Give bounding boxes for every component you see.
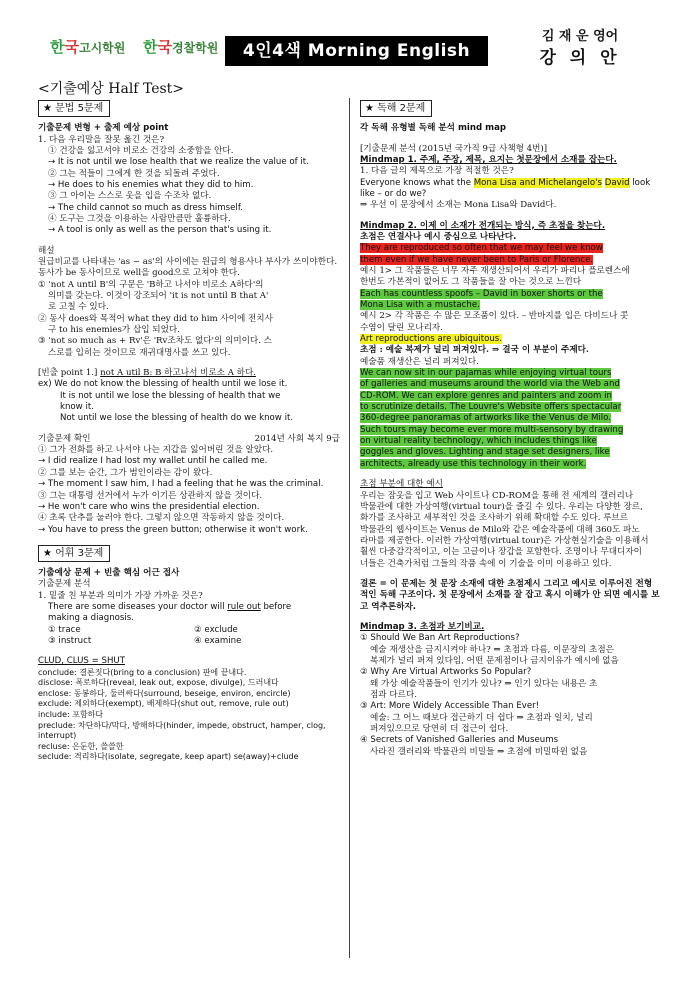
- word-entry: enclose: 동봉하다, 둘러싸다(surround, beseige, environ, encircle): [38, 688, 291, 698]
- explanation: ① 'not A until B'의 구문은 'B하고 나서야 비로소 A하다'의: [38, 279, 264, 290]
- option: ① 그가 전화를 하고 나서야 나는 지갑을 잃어버린 것을 알았다.: [38, 445, 274, 456]
- choice: ③ Art: More Widely Accessible Than Ever!: [360, 701, 540, 712]
- choice: ② Why Are Virtual Artworks So Popular?: [360, 667, 532, 678]
- example-title: 초점 부분에 대한 예시: [360, 479, 443, 490]
- explanation: 구 to his enemies가 삽입 되었다.: [48, 325, 180, 336]
- mindmap-3-label: Mindmap 3. 초점과 보기비교.: [360, 621, 485, 632]
- logo-mark-2: 국: [64, 38, 79, 56]
- point-text: not A util B: B 하고나서 비로소 A 하다.: [100, 368, 257, 379]
- word-entry: preclude: 차단하다/막다, 방해하다(hinder, impede, obstruct, hamper, clog, interrupt): [38, 720, 326, 741]
- choice-note: 예술 재생산을 금지시켜야 하나? ⇒ 초점과 다름, 이문장의 초점은: [370, 644, 614, 655]
- option-english: → I did realize I had lost my wallet until he called me.: [38, 456, 268, 467]
- highlight-green: on virtual reality technology, which includes things like: [360, 436, 597, 447]
- translation-line: 박물관에 대한 가상여행(virtual tour)을 즐길 수 있다. 우리는 다양한 장르,: [360, 501, 643, 512]
- choice-note: 왜 가상 예술작품들이 인기가 있나? ⇒ 인기 있다는 내용은 초: [370, 678, 598, 689]
- option-english: → He does to his enemies what they did to him.: [48, 179, 254, 190]
- option: ③ 그 아이는 스스로 옷을 입을 수조차 없다.: [48, 191, 212, 202]
- sentence-part: look like – or do we?: [360, 177, 651, 199]
- example-note: 예시 2> 각 작품은 수 많은 모조품이 있다. – 반바지를 입은 다비드나 콧: [360, 311, 629, 322]
- passage-yellow: [360, 334, 660, 345]
- highlight-green: Such tours may become ever more multi-sensory by drawing: [360, 424, 624, 435]
- logo-text: 경찰학원: [172, 41, 219, 55]
- translation-line: 화가를 조사하고 세부적인 것을 조사하기 위해 확대할 수도 있다. 루브르: [360, 513, 629, 524]
- highlight-green: Mona Lisa with a mustache.: [360, 300, 480, 310]
- hanguk-police-logo: [143, 38, 218, 58]
- explanation: 원급비교를 나타내는 'as ~ as'의 사이에는 원급의 형용사나 부사가 쓰이야한다. 동사가 be 동사이므로 well을 good으로 고쳐야 한다.: [38, 256, 338, 279]
- passage-green-line: [360, 413, 660, 424]
- confirm-label: 기출문제 확인: [38, 433, 91, 444]
- choice-note: 사라진 갤러리와 박물관의 비밀들 ⇒ 초점에 비밀따윈 없음: [370, 746, 588, 757]
- example-note: 한번도 가본적이 없어도 그 작품들을 잘 아는 것으로 느낀다: [360, 277, 582, 288]
- explanation-title: 해설: [38, 245, 55, 256]
- hanguk-gosi-logo: [50, 38, 125, 58]
- highlight-topic: Mona Lisa and Michelangelo's: [473, 177, 603, 188]
- focus-text: 초점 : 예술 복제가 널리 퍼져있다. ⇒ 결국 이 부분이 주제다.: [360, 345, 589, 356]
- left-column: [38, 100, 340, 763]
- word-entry: disclose: 폭로하다(reveal, leak out, expose, divulge), 드러내다: [38, 678, 279, 688]
- translation-line: 라마를 제공한다. 이러한 가상여행(virtual tour)은 가상현실기술을 이용해서: [360, 535, 649, 546]
- word-entry: exclude: 제외하다(exempt), 배제하다(shut out, remove, rule out): [38, 699, 289, 709]
- translation-line: 우리는 잠옷을 입고 Web 사이트나 CD-ROM을 통해 전 세계의 갤러리나: [360, 490, 634, 501]
- grammar-heading: 기출문제 변형 + 출제 예상 point: [38, 123, 169, 134]
- confirm-heading: [38, 434, 340, 445]
- explanation: ② 동사 does와 목적어 what they did to him 사이에 전치사: [38, 313, 273, 324]
- word-entry: recluse: 은둔한, 쓸쓸한: [38, 741, 124, 751]
- question: 1. 밑줄 친 부분과 의미가 가장 가까운 것은?: [38, 590, 203, 601]
- vocab-section-box: ★ 어휘 3문제: [38, 545, 110, 562]
- teacher-label: [505, 28, 655, 70]
- source-note: [기출문제 분석 (2015년 국가직 9급 사책형 4번)]: [360, 143, 548, 154]
- passage-green-line: [360, 402, 660, 413]
- option-english: → A tool is only as well as the person that's using it.: [48, 225, 272, 236]
- choice-note: 점과 다르다.: [370, 690, 417, 700]
- example: Not until we lose the blessing of health do we know it.: [60, 413, 294, 424]
- options-row: [38, 625, 340, 636]
- logo-text: 고시학원: [79, 41, 126, 55]
- green-passage: [360, 368, 660, 470]
- vocab-heading: 기출예상 문제 + 빈출 핵심 어근 접사: [38, 568, 180, 579]
- option: ④ 도구는 그것을 이용하는 사람만큼만 훌륭하다.: [48, 213, 231, 224]
- highlight-red: They are reproduced so often that we may feel we know: [360, 243, 603, 254]
- focus-note: 예술품 재생산은 널리 퍼져있다.: [360, 356, 479, 367]
- option-english: → The moment I saw him, I had a feeling that he was the criminal.: [38, 479, 324, 490]
- question: 1. 다음 우리말을 잘못 옮긴 것은?: [38, 134, 165, 145]
- mindmap-1-label: Mindmap 1. 주제, 주장, 제목, 요지는 첫문장에서 소재를 잡는다.: [360, 154, 617, 165]
- sentence: [38, 602, 340, 613]
- page-header: [0, 0, 700, 72]
- passage-green-line: [360, 368, 660, 379]
- option: ④ 초록 단추를 눌러야 한다. 그렇지 않으면 작동하지 않을 것이다.: [38, 513, 285, 524]
- passage-green-line: [360, 391, 660, 402]
- column-divider: [349, 98, 350, 958]
- translation-line: 너들은 건축가처럼 그들의 작품 속에 이 기술을 이미 이용하고 있다.: [360, 558, 612, 569]
- underlined-phrase: rule out: [227, 602, 261, 613]
- korean-note: ⇒ 우선 이 문장에서 소재는 Mona Lisa와 David다.: [360, 200, 557, 211]
- translation-line: 훨씬 다중감각적이고, 이는 고글이나 장갑을 포함한다. 조명이나 무대디자이: [360, 547, 642, 558]
- passage-red: [360, 255, 660, 266]
- choice: ④ Secrets of Vanished Galleries and Museums: [360, 735, 559, 746]
- highlight-yellow: Art reproductions are ubiquitous.: [360, 334, 502, 345]
- word-entry: seclude: 격리하다(isolate, segregate, keep apart) se(away)+clude: [38, 752, 299, 762]
- explanation: 의미를 갖는다. 이것이 강조되어 'it is not until B that A': [48, 291, 269, 301]
- passage-green-line: [360, 379, 660, 390]
- translation-line: 박물관의 웹사이트는 Venus de Milo와 같은 예술작품에 대해 360도 파노: [360, 524, 640, 535]
- word-entry: include: 포함하다: [38, 710, 104, 719]
- sentence-part: There are some diseases your doctor will: [48, 602, 225, 613]
- focus-note: [360, 345, 660, 356]
- example-note: 예시 1> 그 작품들은 너무 자주 재생산되어서 우리가 파리나 플로렌스에: [360, 265, 630, 276]
- confirm-source: 2014년 사회 복지 9급: [254, 433, 340, 444]
- course-banner: 4인4색 Morning English: [225, 36, 488, 66]
- reading-heading: 각 독해 유형별 독해 분석 mind map: [360, 123, 507, 134]
- option: ③ instruct: [48, 636, 92, 647]
- highlight-green: We can now sit in our pajamas while enjoying virtual tours: [360, 368, 612, 379]
- example: It is not until we lose the blessing of health that we: [60, 390, 281, 401]
- explanation: 로 고칠 수 있다.: [48, 302, 109, 313]
- choice-note: 예술: 그 어느 때보다 접근하기 더 쉽다 ⇒ 초점과 일치, 널리: [370, 712, 593, 723]
- example: know it.: [60, 402, 94, 413]
- option: ② 그를 보는 순간, 그가 범인이라는 감이 왔다.: [38, 467, 213, 478]
- explanation: 스로를 입히는 것이므로 재귀대명사를 쓰고 있다.: [48, 347, 231, 358]
- passage-green: [360, 289, 660, 300]
- option-english: → It is not until we lose health that we realize the value of it.: [48, 157, 309, 168]
- explanation: ③ 'not so much as + Rv'은 'Rv조차도 없다'의 의미이다. 스: [38, 336, 272, 347]
- highlight-green: of galleries and museums around the world via the Web and: [360, 379, 620, 390]
- highlight-green: CD-ROM. We can explore genres and painters and zoom in: [360, 390, 612, 401]
- option: ① trace: [48, 624, 81, 635]
- page-subtitle: <기출예상 Half Test>: [38, 81, 185, 97]
- sentence: making a diagnosis.: [48, 613, 134, 624]
- logo-mark: 한: [50, 38, 65, 56]
- option-english: → You have to press the green button; otherwise it won't work.: [38, 524, 308, 535]
- grammar-section-box: ★ 문법 5문제: [38, 100, 110, 117]
- mindmap-2-label: Mindmap 2. 이제 이 소재가 전개되는 방식, 즉 초점을 찾는다.: [360, 220, 606, 231]
- choice: ① Should We Ban Art Reproductions?: [360, 633, 520, 644]
- question: 1. 다음 글의 제목으로 가장 적절한 것은?: [360, 166, 514, 177]
- highlight-green: to scrutinize details. The Louvre's Website offers spectacular: [360, 402, 622, 413]
- vocab-sub: 기출문제 분석: [38, 579, 91, 590]
- example-translation: [360, 491, 660, 570]
- mindmap-2-sub: 초점은 연결사나 예시 중심으로 나타난다.: [360, 231, 517, 242]
- right-column: [360, 100, 660, 758]
- option-english: → The child cannot so much as dress himself.: [48, 202, 243, 213]
- passage-green-line: [360, 459, 660, 470]
- passage-red: [360, 243, 660, 254]
- example: ex) We do not know the blessing of health until we lose it.: [38, 379, 288, 390]
- option: ② exclude: [194, 624, 238, 635]
- highlight-green: goggles and gloves. Lighting and stage set designers, like: [360, 447, 610, 458]
- example-note: 수염이 달린 모나리자.: [360, 322, 443, 333]
- passage-green: [360, 300, 660, 311]
- highlight-green: Each has countless spoofs – David in boxer shorts or the: [360, 288, 603, 299]
- highlight-topic: David: [604, 177, 630, 188]
- logo-mark-2: 국: [157, 38, 172, 56]
- option: ④ examine: [194, 636, 242, 647]
- reading-section-box: ★ 독해 2문제: [360, 100, 432, 117]
- option: ① 건강을 잃고서야 비로소 건강의 소중함을 안다.: [48, 145, 234, 156]
- teacher-name: 김 재 운 영어: [541, 29, 619, 44]
- passage-green-line: [360, 436, 660, 447]
- highlight-green: 360-degree panoramas of artworks like the Venus de Milo.: [360, 413, 612, 424]
- root-title: CLUD, CLUS = SHUT: [38, 656, 125, 667]
- option: ② 그는 적들이 그에게 한 것을 되돌려 주었다.: [48, 168, 220, 179]
- options-row: [38, 636, 340, 647]
- choice-note: 복제가 널리 퍼져 있다임, 어떤 문제점이나 금지이유가 예시에 없음: [370, 655, 619, 666]
- passage-green-line: [360, 447, 660, 458]
- sentence-part: Everyone knows what the: [360, 177, 472, 188]
- sentence-part: before: [263, 602, 292, 613]
- logo-mark: 한: [143, 38, 158, 56]
- passage-sentence: [360, 178, 660, 201]
- highlight-green: architects, already use this technology in their work.: [360, 458, 587, 469]
- choice-note: 퍼져있으므로 당연히 더 접근이 쉽다.: [370, 724, 509, 735]
- conclusion: 결론 = 이 문제는 첫 문장 소재에 대한 초점제시 그리고 예시로 이루어진 전형적인 독해 구조이다. 첫 문장에서 소재를 잘 잡고 혹시 이해가 안 되면 예시를 보고 역추론하자.: [360, 578, 660, 612]
- highlight-red: them even if we have never been to Paris or Florence.: [360, 254, 594, 265]
- word-entry: conclude: 결론짓다(bring to a conclusion) 판에 끝내다.: [38, 667, 247, 677]
- option-english: → He won't care who wins the presidential election.: [38, 501, 260, 512]
- frequent-point: [38, 368, 340, 379]
- option: ③ 그는 대통령 선거에서 누가 이기든 상관하지 않을 것이다.: [38, 490, 263, 501]
- teacher-role: 강 의 안: [539, 48, 621, 69]
- point-label: [빈출 point 1.]: [38, 368, 98, 379]
- passage-green-line: [360, 425, 660, 436]
